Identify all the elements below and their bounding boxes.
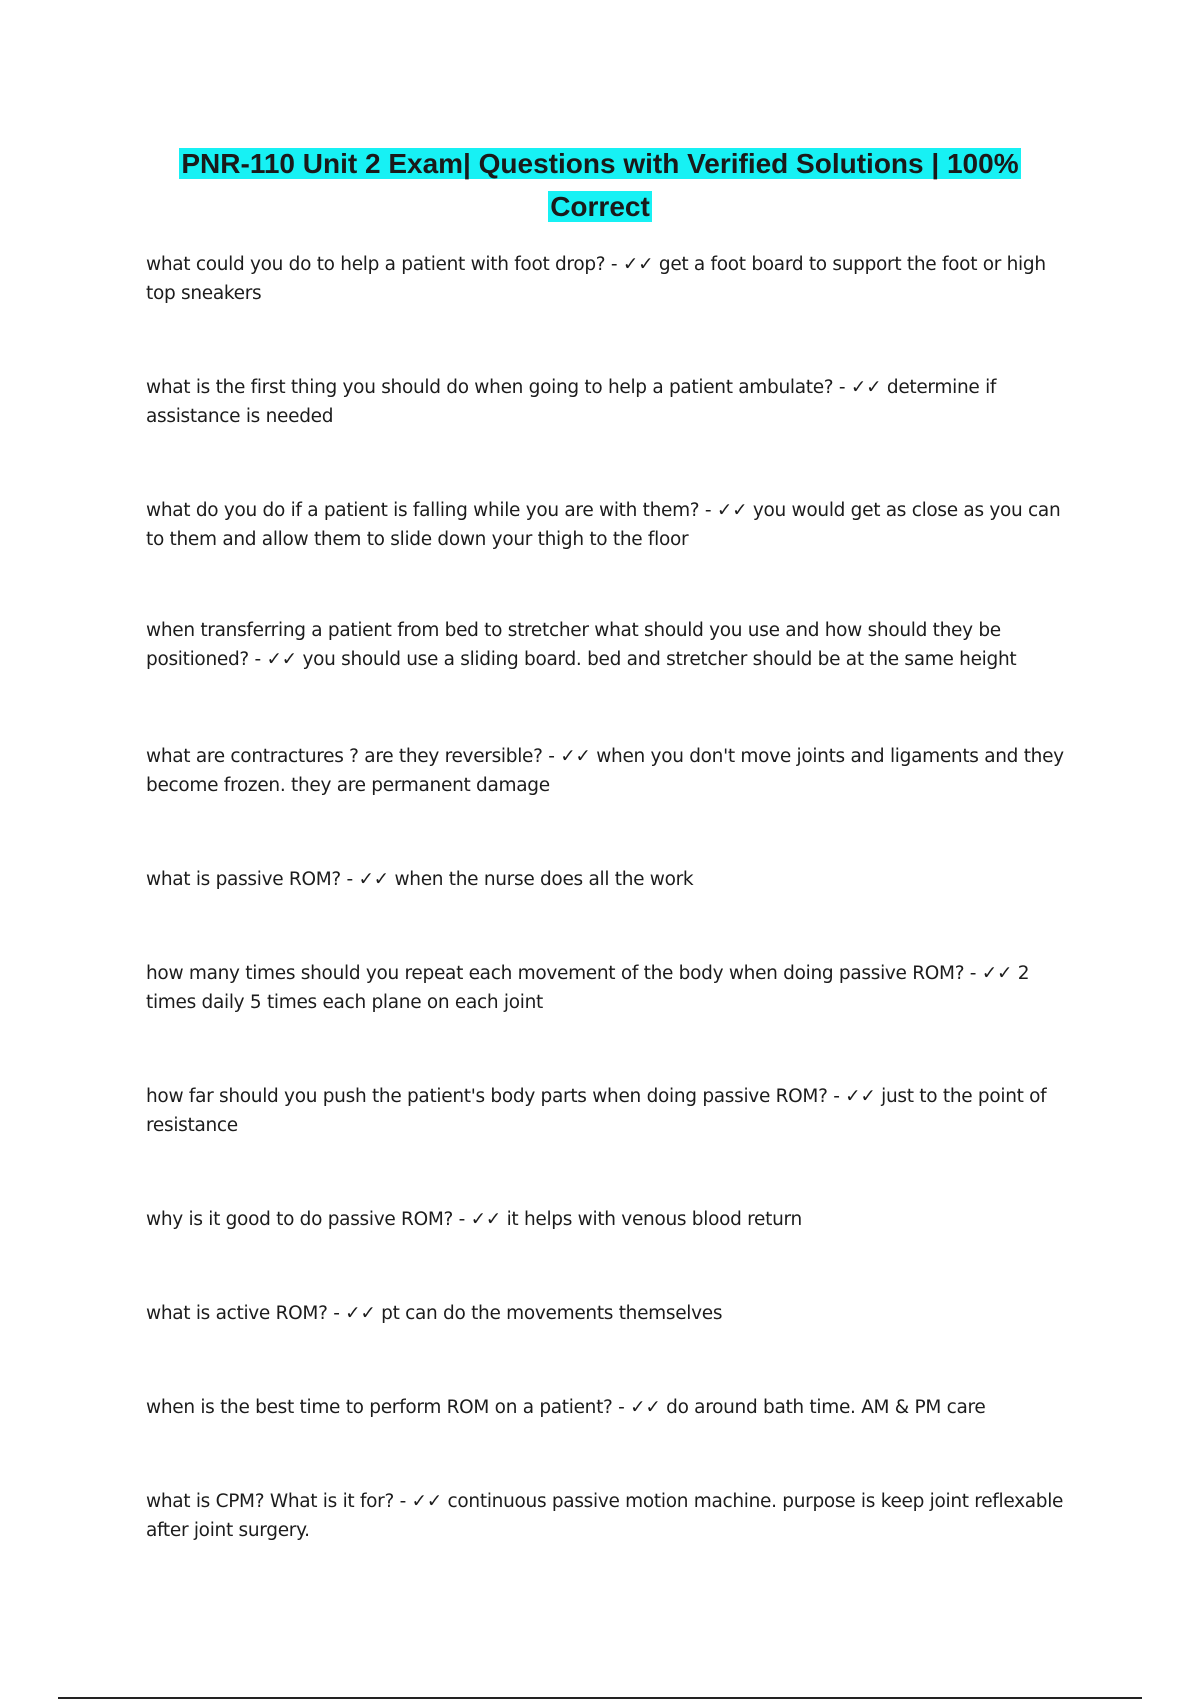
check-icon: ✓✓ [622,254,654,275]
question-text: what could you do to help a patient with foot drop? [146,254,606,275]
answer-text: when the nurse does all the work [394,869,694,890]
qa-item [146,373,1066,431]
question-text: what is the first thing you should do when going to help a patient ambulate? [146,377,834,398]
check-icon: ✓✓ [470,1209,501,1230]
check-icon: ✓✓ [358,869,389,890]
footer-divider [58,1697,1142,1699]
qa-separator: - [699,500,717,521]
qa-item [146,1393,1066,1422]
qa-item [146,742,1066,800]
qa-item [146,1205,1066,1234]
answer-text: do around bath time. AM & PM care [666,1397,986,1418]
check-icon: ✓✓ [716,500,748,521]
answer-text: you should use a sliding board. bed and stretcher should be at the same height [302,649,1017,670]
check-icon: ✓✓ [845,1086,876,1107]
qa-separator: - [612,1397,631,1418]
qa-separator: - [327,1303,346,1324]
check-icon: ✓✓ [630,1397,661,1418]
answer-text: just to the point of resistance [146,1086,1047,1136]
qa-separator: - [248,649,267,670]
question-text: what is active ROM? [146,1303,328,1324]
question-text: what are contractures ? are they reversible? [146,746,543,767]
check-icon: ✓✓ [411,1491,442,1512]
question-text: why is it good to do passive ROM? [146,1209,454,1230]
qa-separator: - [453,1209,471,1230]
question-text: when is the best time to perform ROM on a patient? [146,1397,613,1418]
answer-text: when you don't move joints and ligaments and they become frozen. they are permanent damage [146,746,1064,796]
answer-text: determine if assistance is needed [146,377,997,427]
answer-text: it helps with venous blood return [506,1209,802,1230]
qa-separator: - [605,254,623,275]
qa-item [146,616,1066,674]
question-text: what is CPM? What is it for? [146,1491,394,1512]
question-text: how many times should you repeat each movement of the body when doing passive ROM? [146,963,965,984]
qa-separator: - [964,963,982,984]
qa-separator: - [833,377,851,398]
title-line-2: Correct [550,191,650,222]
qa-item [146,496,1066,554]
qa-item [146,1487,1066,1545]
question-text: how far should you push the patient's body parts when doing passive ROM? [146,1086,828,1107]
question-text: what is passive ROM? [146,869,341,890]
qa-separator: - [394,1491,412,1512]
answer-text: continuous passive motion machine. purpose is keep joint reflexable after joint surgery. [146,1491,1064,1541]
question-text: when transferring a patient from bed to stretcher what should you use and how should they be positioned? [146,620,1001,670]
answer-text: 2 times daily 5 times each plane on each joint [146,963,1030,1013]
title-line-1: PNR-110 Unit 2 Exam| Questions with Verified Solutions | 100% [181,148,1019,179]
question-text: what do you do if a patient is falling while you are with them? [146,500,700,521]
check-icon: ✓✓ [266,649,297,670]
answer-text: pt can do the movements themselves [381,1303,723,1324]
qa-item [146,959,1066,1017]
check-icon: ✓✓ [850,377,882,398]
check-icon: ✓✓ [981,963,1013,984]
check-icon: ✓✓ [560,746,591,767]
qa-separator: - [542,746,561,767]
qa-item [146,250,1066,308]
answer-text: you would get as close as you can to them and allow them to slide down your thigh to the floor [146,500,1061,550]
qa-separator: - [340,869,359,890]
check-icon: ✓✓ [345,1303,376,1324]
qa-item [146,1082,1066,1140]
answer-text: get a foot board to support the foot or high top sneakers [146,254,1046,304]
qa-item [146,865,1066,894]
qa-separator: - [827,1086,846,1107]
qa-item [146,1299,1066,1328]
document-title [140,142,1060,228]
